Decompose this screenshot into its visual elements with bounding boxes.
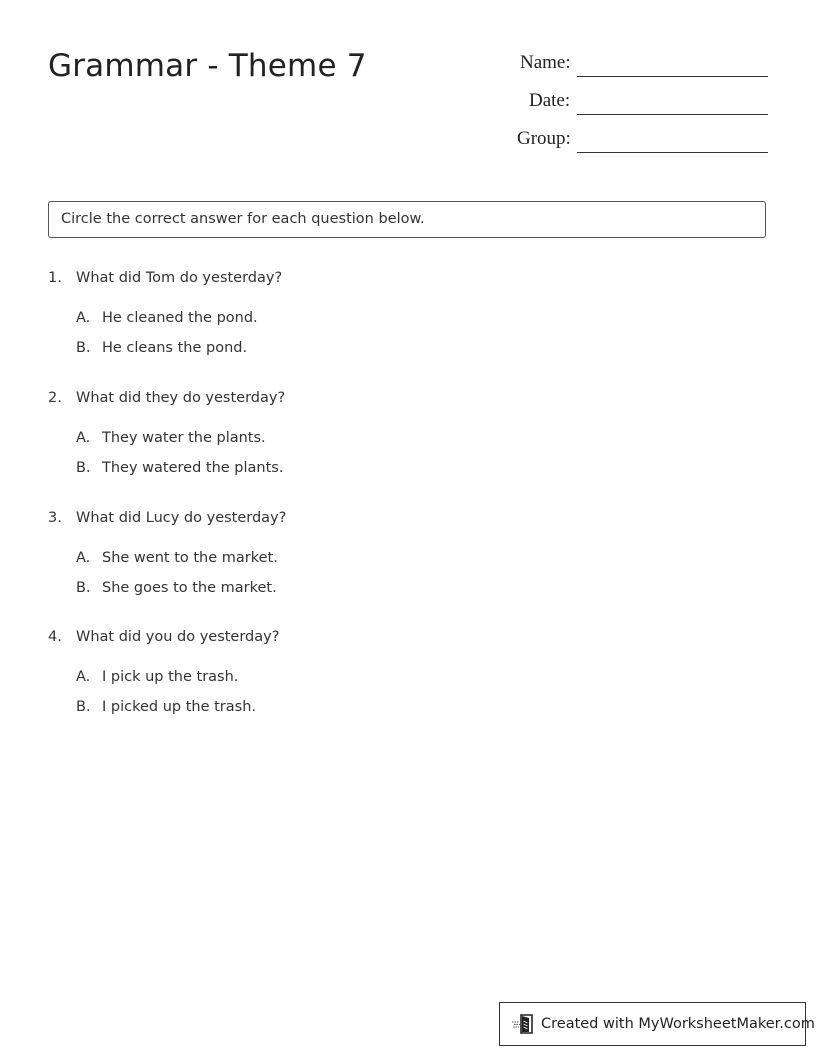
name-line[interactable] — [577, 76, 768, 77]
option-text: They water the plants. — [102, 430, 266, 446]
option-text: She went to the market. — [102, 550, 278, 566]
option-letter: A. — [76, 550, 91, 566]
footer-credit-text: Created with MyWorksheetMaker.com — [541, 1016, 815, 1032]
instructions-text: Circle the correct answer for each question below. — [61, 211, 425, 227]
name-field[interactable] — [500, 50, 770, 88]
worksheet-title: Grammar - Theme 7 — [48, 48, 367, 84]
option-text: I picked up the trash. — [102, 699, 256, 715]
date-label: Date: — [529, 90, 571, 111]
option-text: He cleaned the pond. — [102, 310, 258, 326]
footer-badge[interactable] — [499, 1002, 815, 1046]
question-number: 1. — [48, 270, 62, 286]
group-label: Group: — [517, 128, 571, 149]
question-text: What did you do yesterday? — [76, 629, 280, 645]
worksheet-logo-icon — [512, 1014, 536, 1034]
option-text: I pick up the trash. — [102, 669, 239, 685]
question-text: What did they do yesterday? — [76, 390, 286, 406]
question-text: What did Tom do yesterday? — [76, 270, 283, 286]
name-label: Name: — [520, 52, 571, 73]
option-letter: B. — [76, 340, 91, 356]
date-line[interactable] — [577, 114, 768, 115]
instructions-box — [48, 201, 766, 238]
student-info-fields — [500, 50, 770, 164]
group-field[interactable] — [500, 126, 770, 164]
option-text: She goes to the market. — [102, 580, 277, 596]
option-letter: A. — [76, 430, 91, 446]
option-text: They watered the plants. — [102, 460, 284, 476]
question-text: What did Lucy do yesterday? — [76, 510, 287, 526]
question-number: 3. — [48, 510, 62, 526]
question-number: 2. — [48, 390, 62, 406]
date-field[interactable] — [500, 88, 770, 126]
question-number: 4. — [48, 629, 62, 645]
option-letter: A. — [76, 310, 91, 326]
group-line[interactable] — [577, 152, 768, 153]
option-letter: B. — [76, 460, 91, 476]
option-letter: A. — [76, 669, 91, 685]
option-letter: B. — [76, 699, 91, 715]
option-letter: B. — [76, 580, 91, 596]
option-text: He cleans the pond. — [102, 340, 248, 356]
